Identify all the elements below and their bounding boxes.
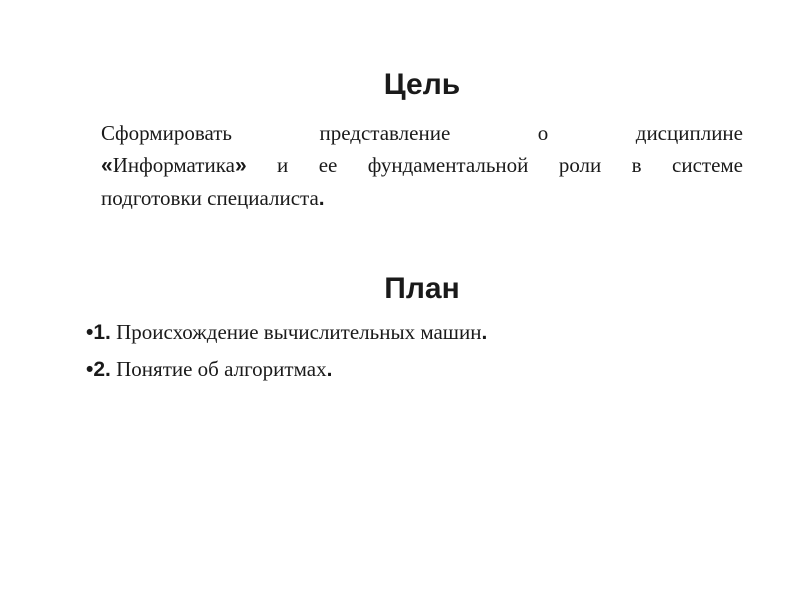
plan-item-text: Происхождение вычислительных машин bbox=[116, 320, 482, 344]
quote-close: » bbox=[234, 154, 247, 177]
plan-item-text: Понятие об алгоритмах bbox=[116, 357, 327, 381]
plan-item bbox=[86, 351, 487, 388]
plan-item-number: 1. bbox=[93, 321, 111, 344]
goal-line-2 bbox=[101, 149, 743, 182]
plan-list bbox=[86, 314, 487, 388]
bullet-icon: • bbox=[86, 358, 94, 381]
goal-line-3-text: подготовки специалиста bbox=[101, 186, 319, 210]
plan-heading: План bbox=[384, 272, 460, 305]
goal-heading: Цель bbox=[383, 68, 461, 101]
plan-item bbox=[86, 314, 487, 351]
goal-description bbox=[101, 117, 743, 215]
bullet-icon: • bbox=[86, 321, 94, 344]
quote-open: « bbox=[101, 154, 113, 177]
goal-line-1: Сформировать представление о дисциплине bbox=[101, 121, 743, 145]
plan-item-number: 2. bbox=[93, 358, 111, 381]
goal-line-2-rest: и ее фундаментальной роли в системе bbox=[246, 153, 743, 177]
plan-item-period: . bbox=[481, 321, 488, 344]
goal-period: . bbox=[318, 187, 325, 210]
plan-item-period: . bbox=[326, 358, 333, 381]
discipline-name: Информатика bbox=[112, 153, 235, 177]
goal-line-3 bbox=[101, 182, 743, 215]
